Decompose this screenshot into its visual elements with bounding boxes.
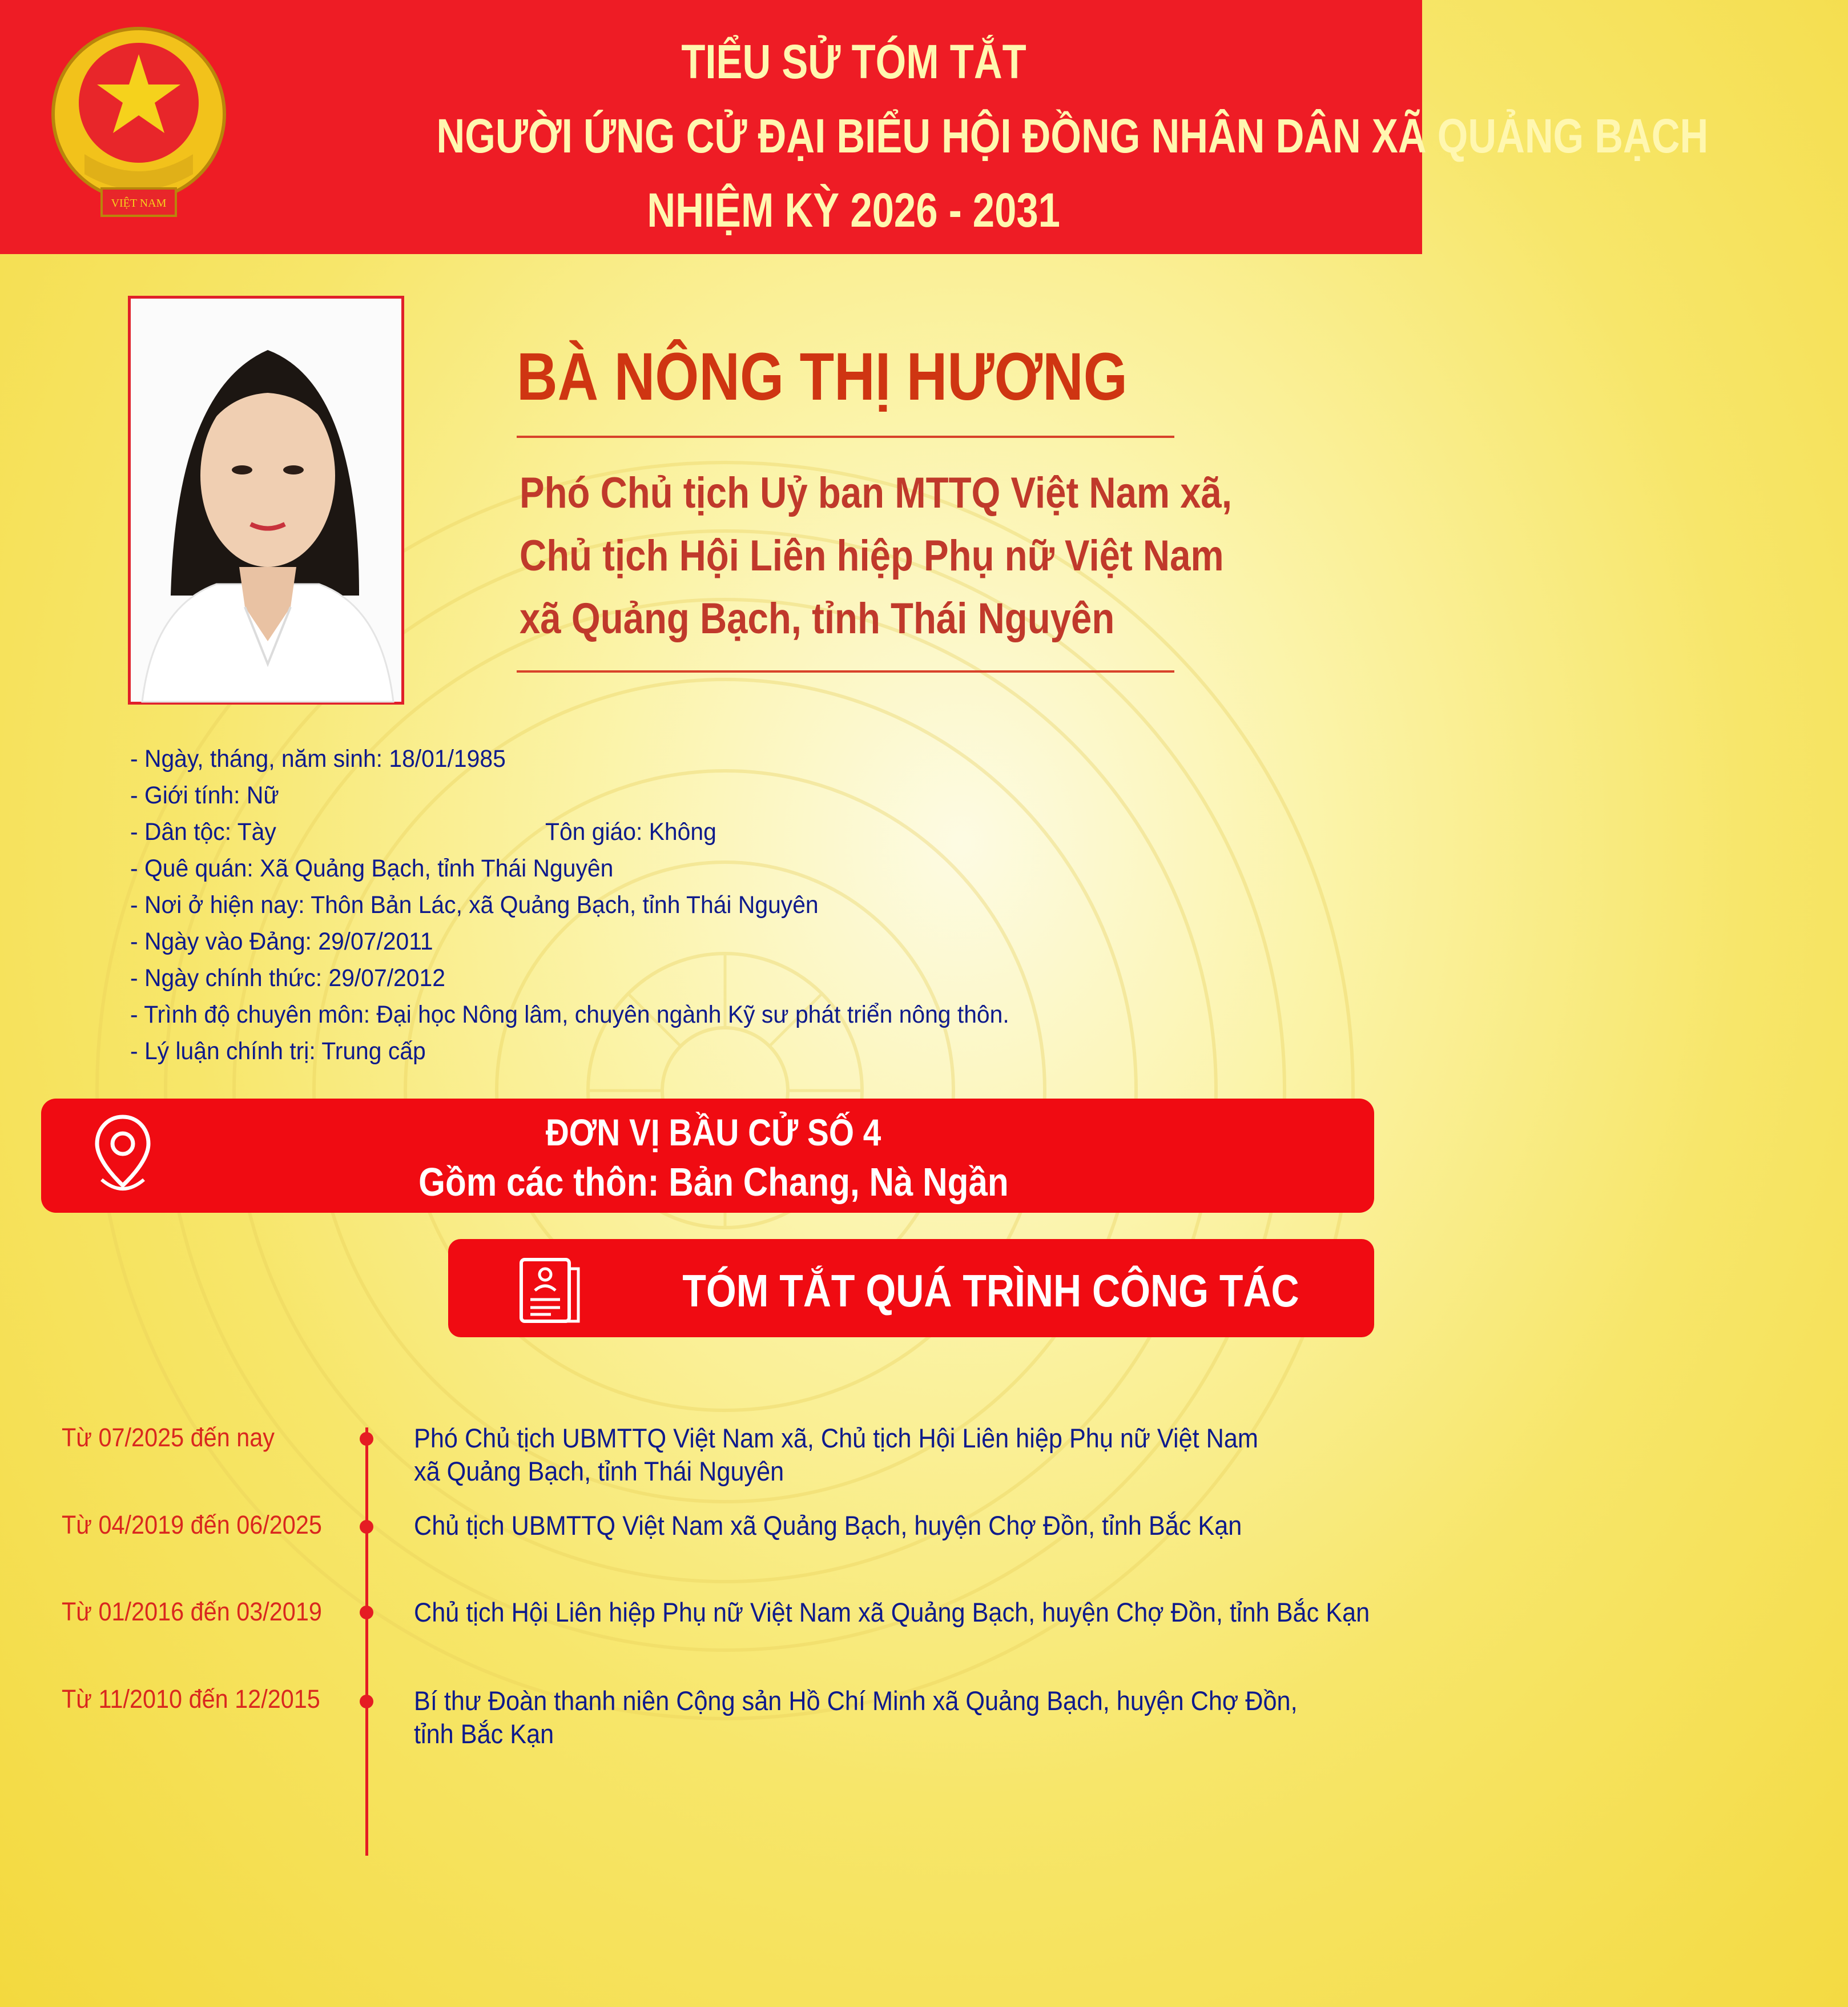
work-history-title: TÓM TẮT QUÁ TRÌNH CÔNG TÁC <box>682 1265 1299 1316</box>
timeline-date: Từ 07/2025 đến nay <box>62 1423 275 1452</box>
national-emblem-icon <box>50 17 227 234</box>
info-hometown: - Quê quán: Xã Quảng Bạch, tỉnh Thái Nguyên <box>130 855 614 882</box>
electoral-unit-title: ĐƠN VỊ BẦU CỬ SỐ 4 <box>546 1111 881 1153</box>
svg-text:VIỆT NAM: VIỆT NAM <box>111 197 167 210</box>
timeline-dot <box>360 1606 373 1619</box>
info-birth: - Ngày, tháng, năm sinh: 18/01/1985 <box>130 745 506 773</box>
info-education: - Trình độ chuyên môn: Đại học Nông lâm, chuyên ngành Kỹ sư phát triển nông thôn. <box>130 1001 1009 1028</box>
position-line: Phó Chủ tịch Uỷ ban MTTQ Việt Nam xã, <box>520 469 1233 517</box>
info-religion: Tôn giáo: Không <box>545 818 716 846</box>
candidate-photo <box>128 296 404 705</box>
header-subtitle: NGƯỜI ỨNG CỬ ĐẠI BIỂU HỘI ĐỒNG NHÂN DÂN XÃ QUẢNG BẠCH <box>436 109 1709 163</box>
info-residence: - Nơi ở hiện nay: Thôn Bản Lác, xã Quảng Bạch, tỉnh Thái Nguyên <box>130 891 819 919</box>
info-ethnicity: - Dân tộc: Tày <box>130 818 276 846</box>
timeline-dot <box>360 1695 373 1708</box>
info-politics: - Lý luận chính trị: Trung cấp <box>130 1037 426 1065</box>
position-line: Chủ tịch Hội Liên hiệp Phụ nữ Việt Nam <box>520 532 1224 580</box>
info-party-official: - Ngày chính thức: 29/07/2012 <box>130 964 445 992</box>
timeline-description: Phó Chủ tịch UBMTTQ Việt Nam xã, Chủ tịch Hội Liên hiệp Phụ nữ Việt Nam xã Quảng Bạch, tỉnh Thái Nguyên <box>414 1423 1258 1486</box>
timeline-dot <box>360 1432 373 1446</box>
timeline-description: Chủ tịch UBMTTQ Việt Nam xã Quảng Bạch, huyện Chợ Đồn, tỉnh Bắc Kạn <box>414 1510 1242 1541</box>
header-title: TIỂU SỬ TÓM TẮT <box>681 35 1026 89</box>
portrait-image <box>131 299 401 702</box>
divider <box>517 670 1174 673</box>
location-pin-icon <box>91 1112 154 1198</box>
info-party-join: - Ngày vào Đảng: 29/07/2011 <box>130 928 433 955</box>
timeline-axis <box>365 1427 368 1856</box>
timeline-dot <box>360 1520 373 1534</box>
timeline-date: Từ 01/2016 đến 03/2019 <box>62 1597 322 1626</box>
candidate-name: BÀ NÔNG THỊ HƯƠNG <box>517 339 1128 415</box>
timeline-description: Bí thư Đoàn thanh niên Cộng sản Hồ Chí Minh xã Quảng Bạch, huyện Chợ Đồn, tỉnh Bắc Kạn <box>414 1686 1298 1749</box>
profile-document-icon <box>517 1252 585 1326</box>
position-line: xã Quảng Bạch, tỉnh Thái Nguyên <box>520 594 1115 643</box>
timeline-description: Chủ tịch Hội Liên hiệp Phụ nữ Việt Nam xã Quảng Bạch, huyện Chợ Đồn, tỉnh Bắc Kạn <box>414 1597 1370 1627</box>
info-gender: - Giới tính: Nữ <box>130 782 279 809</box>
electoral-unit-villages: Gồm các thôn: Bản Chang, Nà Ngần <box>418 1160 1009 1204</box>
header-term: NHIỆM KỲ 2026 - 2031 <box>647 183 1060 237</box>
timeline-date: Từ 11/2010 đến 12/2015 <box>62 1684 320 1714</box>
timeline-date: Từ 04/2019 đến 06/2025 <box>62 1510 322 1539</box>
divider <box>517 436 1174 438</box>
